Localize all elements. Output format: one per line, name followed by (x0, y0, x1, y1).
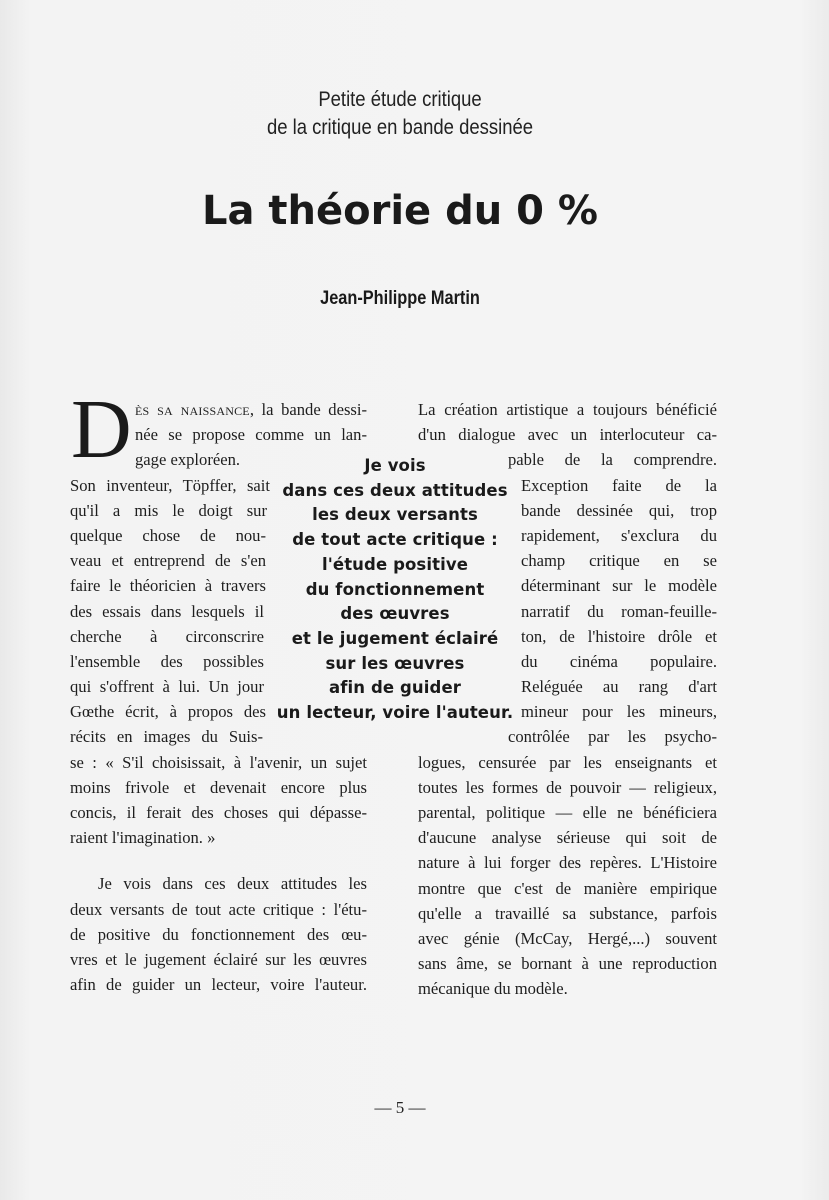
right-line: Reléguée au rang d'art (521, 677, 717, 697)
pull-quote-line: afin de guider (329, 678, 461, 698)
left-line: veau et entreprend de s'en (70, 551, 266, 571)
left-line: Son inventeur, Töpffer, sait (70, 475, 270, 495)
right-line: champ critique en se (521, 551, 717, 571)
pull-quote-line: de tout acte critique : (292, 530, 498, 550)
right-line: nature à lui forger des repères. L'Histoire (418, 853, 717, 873)
drop-cap: D (71, 383, 132, 476)
article-kicker (224, 86, 576, 142)
article-author: Jean-Philippe Martin (320, 288, 480, 309)
left-line: née se propose comme un lan- (135, 425, 367, 445)
right-line: La création artistique a toujours bénéficié (418, 400, 717, 419)
right-line: déterminant sur le modèle (521, 576, 717, 596)
left-line: deux versants de tout acte critique : l'étu- (70, 899, 367, 919)
right-line: montre que c'est de manière empirique (418, 878, 717, 898)
right-column (418, 397, 717, 1002)
pull-quote-line: Je vois (364, 456, 426, 475)
right-line: parental, politique — elle ne bénéficiera (418, 803, 717, 822)
pull-quote-line: l'étude positive (322, 554, 468, 574)
right-line: rapidement, s'exclura du (521, 525, 717, 545)
page-number: — 5 — (374, 1098, 426, 1117)
right-line: mineur pour les mineurs, (521, 702, 717, 722)
pull-quote-line: sur les œuvres (325, 653, 465, 673)
left-line: des essais dans lesquels il (70, 601, 264, 621)
left-line: cherche à circonscrire (70, 626, 264, 646)
right-line: mécanique du modèle. (418, 979, 568, 999)
left-line: vres et le jugement éclairé sur les œuvres (70, 949, 367, 969)
left-line: faire le théoricien à travers (70, 576, 266, 596)
right-line: avec génie (McCay, Hergé,...) souvent (418, 928, 717, 948)
left-line: moins frivole et devenait encore plus (70, 777, 367, 797)
left-line: raient l'imagination. » (70, 828, 216, 848)
pull-quote-line: les deux versants (312, 505, 478, 525)
kicker-line-2: de la critique en bande dessinée (266, 116, 534, 139)
left-line: concis, il ferait des choses qui dépasse- (70, 803, 367, 822)
pull-quote-line: et le jugement éclairé (291, 628, 499, 648)
right-line: contrôlée par les psycho- (508, 727, 717, 747)
left-line: l'ensemble des possibles (70, 651, 264, 671)
left-line: récits en images du Suis- (70, 727, 263, 747)
kicker-line-1: Petite étude critique (318, 88, 482, 111)
right-line: du cinéma populaire. (521, 651, 717, 671)
left-line: quelque chose de nou- (70, 525, 266, 545)
left-line: Je vois dans ces deux attitudes les (98, 874, 367, 894)
left-line: qu'il a mis le doigt sur (70, 500, 267, 520)
left-line: gage exploréen. (135, 450, 241, 470)
pull-quote-line: dans ces deux attitudes (282, 480, 508, 500)
right-line: toutes les formes de pouvoir — religieux, (418, 777, 717, 797)
right-line: sans âme, se bornant à une reproduction (418, 954, 717, 974)
left-line: de positive du fonctionnement des œu- (70, 924, 367, 944)
left-line: afin de guider un lecteur, voire l'auteur. (70, 975, 367, 995)
right-line: qu'elle a travaillé sa substance, parfois (418, 903, 717, 923)
left-line: ès sa naissance, la bande dessi- (135, 400, 367, 419)
pull-quote-line: du fonctionnement (305, 579, 485, 599)
left-line: qui s'offrent à lui. Un jour (70, 677, 264, 697)
right-line: logues, censurée par les enseignants et (418, 752, 717, 772)
right-line: Exception faite de la (521, 475, 717, 495)
left-line: se : « S'il choisissait, à l'avenir, un sujet (70, 752, 367, 772)
pull-quote-line: un lecteur, voire l'auteur. (276, 703, 514, 723)
article-title: La théorie du 0 % (202, 188, 598, 234)
right-line: d'aucune analyse sérieuse qui soit de (418, 828, 717, 848)
right-line: pable de la comprendre. (508, 450, 717, 470)
left-line: Gœthe écrit, à propos des (70, 702, 266, 722)
right-line: bande dessinée qui, trop (521, 500, 717, 520)
right-line: ton, de l'histoire drôle et (521, 626, 717, 646)
right-line: narratif du roman-feuille- (521, 601, 717, 621)
right-line: d'un dialogue avec un interlocuteur ca- (418, 425, 717, 445)
pull-quote-line: des œuvres (340, 604, 450, 624)
opening-small-caps: ès sa naissance (135, 400, 250, 419)
